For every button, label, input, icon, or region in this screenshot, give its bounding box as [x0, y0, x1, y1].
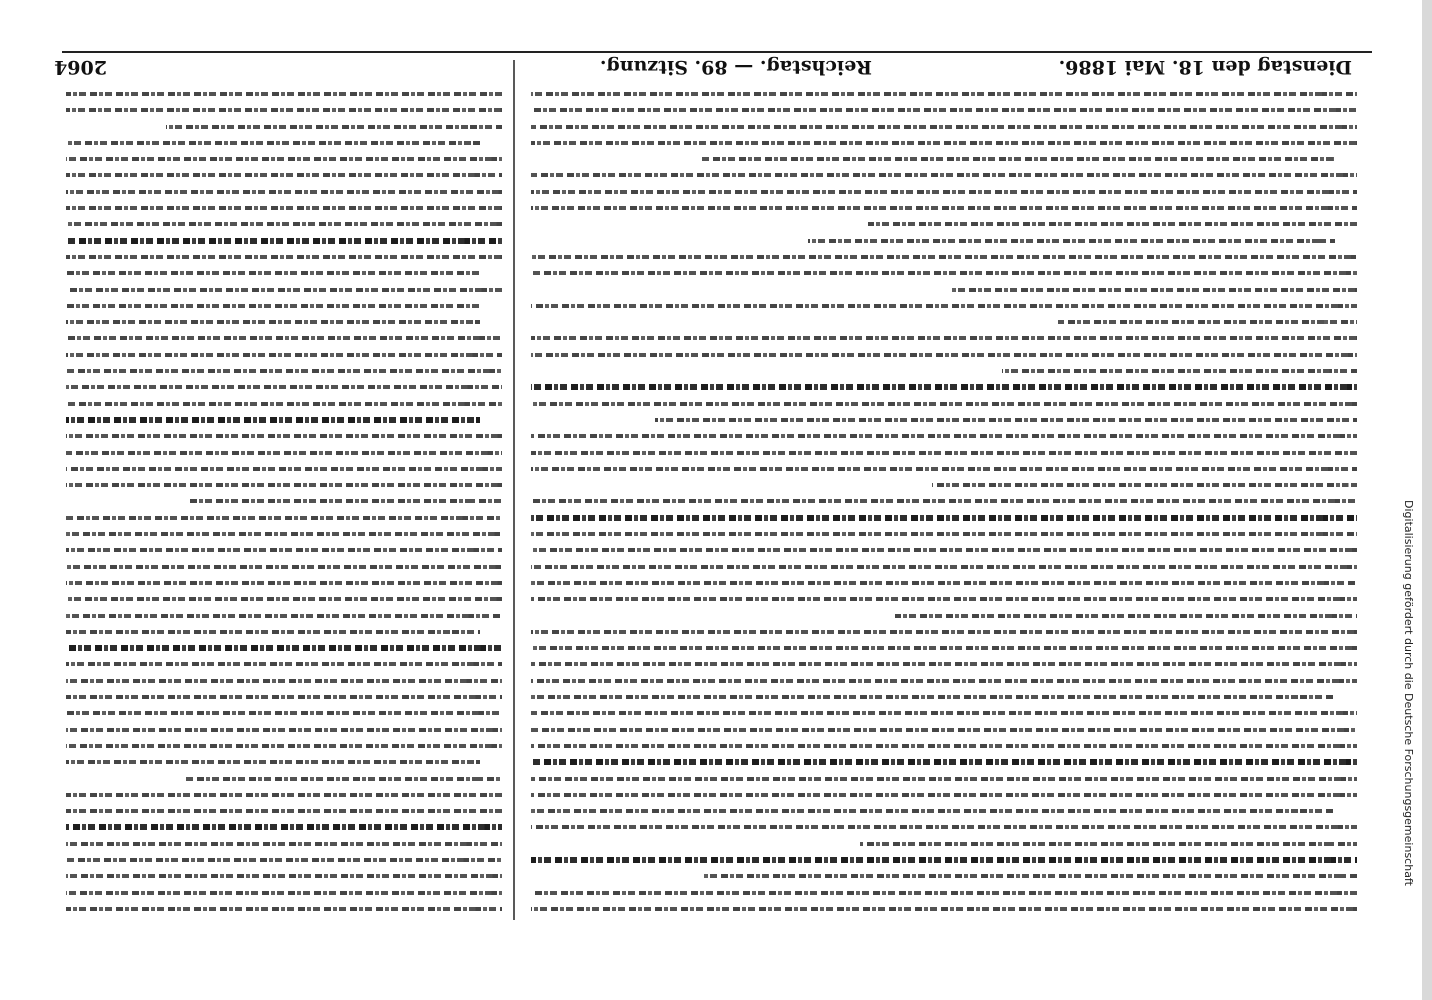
text-line [531, 380, 1357, 396]
text-line [66, 592, 502, 608]
text-line [66, 853, 502, 869]
text-line [66, 560, 502, 576]
column-right [62, 78, 502, 918]
text-line [531, 495, 1357, 511]
text-line [531, 185, 1357, 201]
text-line [531, 103, 1357, 119]
text-line [66, 332, 502, 348]
text-line [531, 625, 1357, 641]
text-line [531, 169, 1357, 185]
text-line [66, 315, 480, 331]
text-line [860, 837, 1357, 853]
text-line [66, 429, 502, 445]
text-line [187, 495, 502, 511]
text-line [66, 706, 502, 722]
header-date: Dienstag den 18. Mai 1886. [1058, 56, 1352, 78]
page-number: 2064 [54, 56, 107, 78]
text-line [531, 755, 1357, 771]
text-line [531, 739, 1357, 755]
text-line [531, 348, 1357, 364]
text-line [66, 641, 502, 657]
text-line [701, 152, 1335, 168]
scan-edge [1422, 0, 1432, 1000]
text-line [66, 576, 502, 592]
text-line [166, 120, 502, 136]
column-divider [513, 60, 515, 920]
text-line [66, 755, 480, 771]
text-line [868, 217, 1357, 233]
text-line [66, 739, 502, 755]
text-line [531, 641, 1357, 657]
text-line [66, 87, 502, 103]
text-line [66, 446, 502, 462]
text-line [531, 804, 1335, 820]
header-rule [62, 51, 1372, 53]
text-line [531, 772, 1357, 788]
text-line [531, 543, 1357, 559]
text-line [66, 185, 502, 201]
text-line [66, 723, 502, 739]
text-line [531, 592, 1357, 608]
text-line [66, 837, 502, 853]
text-line [531, 429, 1357, 445]
text-line [531, 886, 1357, 902]
text-line [531, 658, 1357, 674]
text-line [655, 413, 1357, 429]
text-line [531, 397, 1357, 413]
text-line [186, 772, 502, 788]
text-line [531, 201, 1357, 217]
text-line [531, 821, 1357, 837]
text-line [895, 609, 1357, 625]
text-line [66, 821, 502, 837]
text-line [66, 397, 502, 413]
running-head [54, 54, 1372, 78]
text-line [66, 511, 502, 527]
text-line [531, 87, 1357, 103]
text-line [531, 299, 1357, 315]
text-line [531, 266, 1357, 282]
text-line [808, 234, 1335, 250]
text-line [531, 332, 1357, 348]
text-line [531, 120, 1357, 136]
text-line [66, 103, 502, 119]
text-line [66, 413, 480, 429]
text-line [1002, 364, 1357, 380]
text-line [531, 527, 1357, 543]
text-line [950, 283, 1357, 299]
text-line [66, 478, 502, 494]
text-line [531, 462, 1357, 478]
text-line [66, 380, 502, 396]
text-line [702, 869, 1357, 885]
text-line [66, 543, 502, 559]
text-line [66, 658, 502, 674]
text-line [932, 478, 1357, 494]
text-line [66, 869, 502, 885]
text-line [66, 609, 502, 625]
text-line [66, 136, 480, 152]
text-line [531, 690, 1335, 706]
text-line [66, 804, 502, 820]
text-line [531, 674, 1357, 690]
text-line [66, 625, 480, 641]
text-line [66, 250, 502, 266]
text-line [66, 674, 502, 690]
text-line [66, 690, 502, 706]
text-line [531, 723, 1357, 739]
text-line [531, 902, 1357, 918]
text-line [66, 152, 502, 168]
text-line [531, 853, 1357, 869]
text-line [66, 299, 480, 315]
text-line [66, 788, 502, 804]
column-left [527, 78, 1357, 918]
text-line [531, 560, 1357, 576]
digitization-credit: Digitalisierung gefördert durch die Deutsche Forschungsgemeinschaft [1402, 500, 1415, 886]
text-line [66, 527, 502, 543]
text-line [531, 788, 1357, 804]
text-line [66, 169, 502, 185]
text-line [66, 217, 502, 233]
text-line [531, 511, 1357, 527]
text-line [531, 250, 1357, 266]
text-line [66, 201, 502, 217]
text-line [66, 364, 502, 380]
text-line [66, 902, 502, 918]
text-line [66, 348, 502, 364]
header-session: Reichstag. — 89. Sitzung. [599, 56, 872, 78]
text-line [531, 706, 1357, 722]
text-line [66, 462, 502, 478]
text-line [1058, 315, 1357, 331]
text-line [531, 446, 1357, 462]
text-line [66, 266, 480, 282]
text-line [66, 234, 502, 250]
text-line [66, 886, 502, 902]
text-line [531, 136, 1357, 152]
text-line [531, 576, 1357, 592]
text-line [66, 283, 502, 299]
